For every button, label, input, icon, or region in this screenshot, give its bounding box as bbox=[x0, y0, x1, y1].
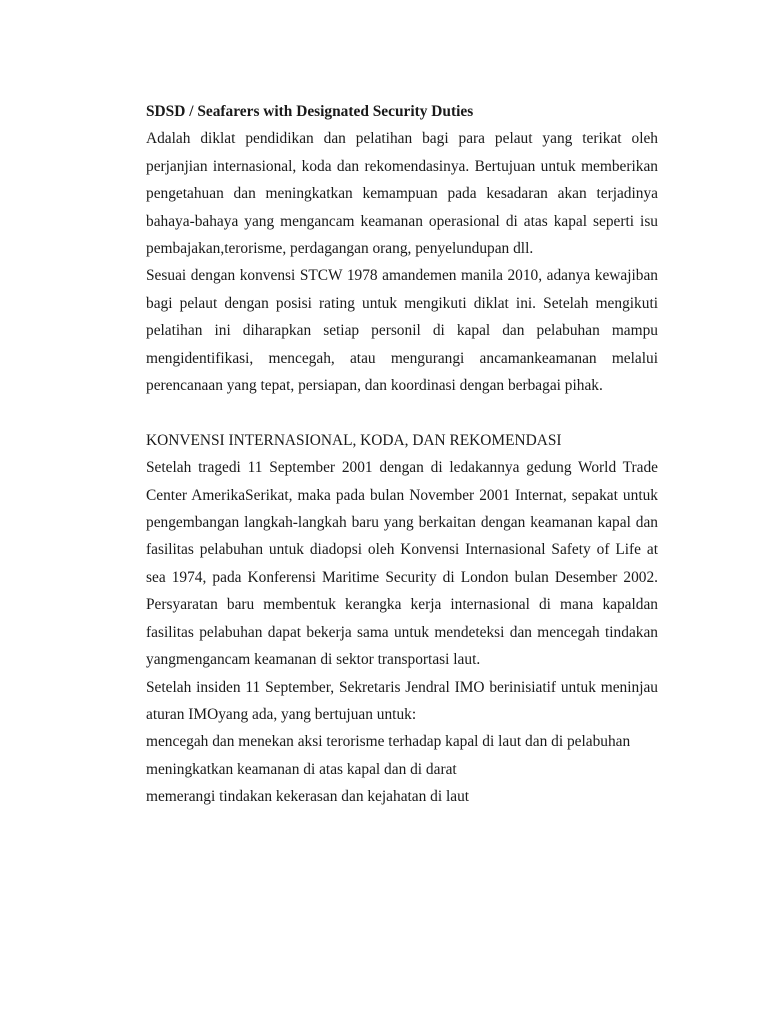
section-title-konvensi: KONVENSI INTERNASIONAL, KODA, DAN REKOMENDASI bbox=[146, 431, 562, 449]
list-item-memerangi: memerangi tindakan kekerasan dan kejahatan di laut bbox=[146, 788, 470, 806]
section-title-sdsd: SDSD / Seafarers with Designated Security Duties bbox=[146, 103, 474, 120]
list-item-meningkatkan: meningkatkan keamanan di atas kapal dan di darat bbox=[146, 760, 457, 778]
spacer bbox=[146, 399, 658, 426]
paragraph-insiden: Setelah insiden 11 September, Sekretaris Jendral IMO berinisiatif untuk meninjau aturan IMOyang ada, yang bertujuan untuk: bbox=[146, 678, 658, 723]
paragraph-tragedi: Setelah tragedi 11 September 2001 dengan di ledakannya gedung World Trade Center AmerikaSerikat, maka pada bulan November 2001 Internat, sepakat untuk pengembangan langkah-langkah baru yang berkaitan dengan keamanan kapal dan fasilitas pelabuhan untuk diadopsi oleh Konvensi Internasional Safety of Life at sea 1974, pada Konferensi Maritime Security di London bulan Desember 2002. Persyaratan baru membentuk kerangka kerja internasional di mana kapaldan fasilitas pelabuhan dapat bekerja sama untuk mendeteksi dan mencegah tindakan yangmengancam keamanan di sektor transportasi laut. bbox=[146, 459, 658, 669]
list-item-mencegah: mencegah dan menekan aksi terorisme terhadap kapal di laut dan di pelabuhan bbox=[146, 733, 631, 751]
paragraph-intro: Adalah diklat pendidikan dan pelatihan bagi para pelaut yang terikat oleh perjanjian internasional, koda dan rekomendasinya. Bertujuan untuk memberikan pengetahuan dan meningkatkan kemampuan pada kesadaran akan terjadinya bahaya-bahaya yang mengancam keamanan operasional di atas kapal seperti isu pembajakan,terorisme, perdagangan orang, penyelundupan dll. bbox=[146, 130, 658, 258]
document-body bbox=[146, 98, 658, 811]
paragraph-stcw: Sesuai dengan konvensi STCW 1978 amandemen manila 2010, adanya kewajiban bagi pelaut dengan posisi rating untuk mengikuti diklat ini. Setelah mengikuti pelatihan ini diharapkan setiap personil di kapal dan pelabuhan mampu mengidentifikasi, mencegah, atau mengurangi ancamankeamanan melalui perencanaan yang tepat, persiapan, dan koordinasi dengan berbagai pihak. bbox=[146, 267, 658, 395]
